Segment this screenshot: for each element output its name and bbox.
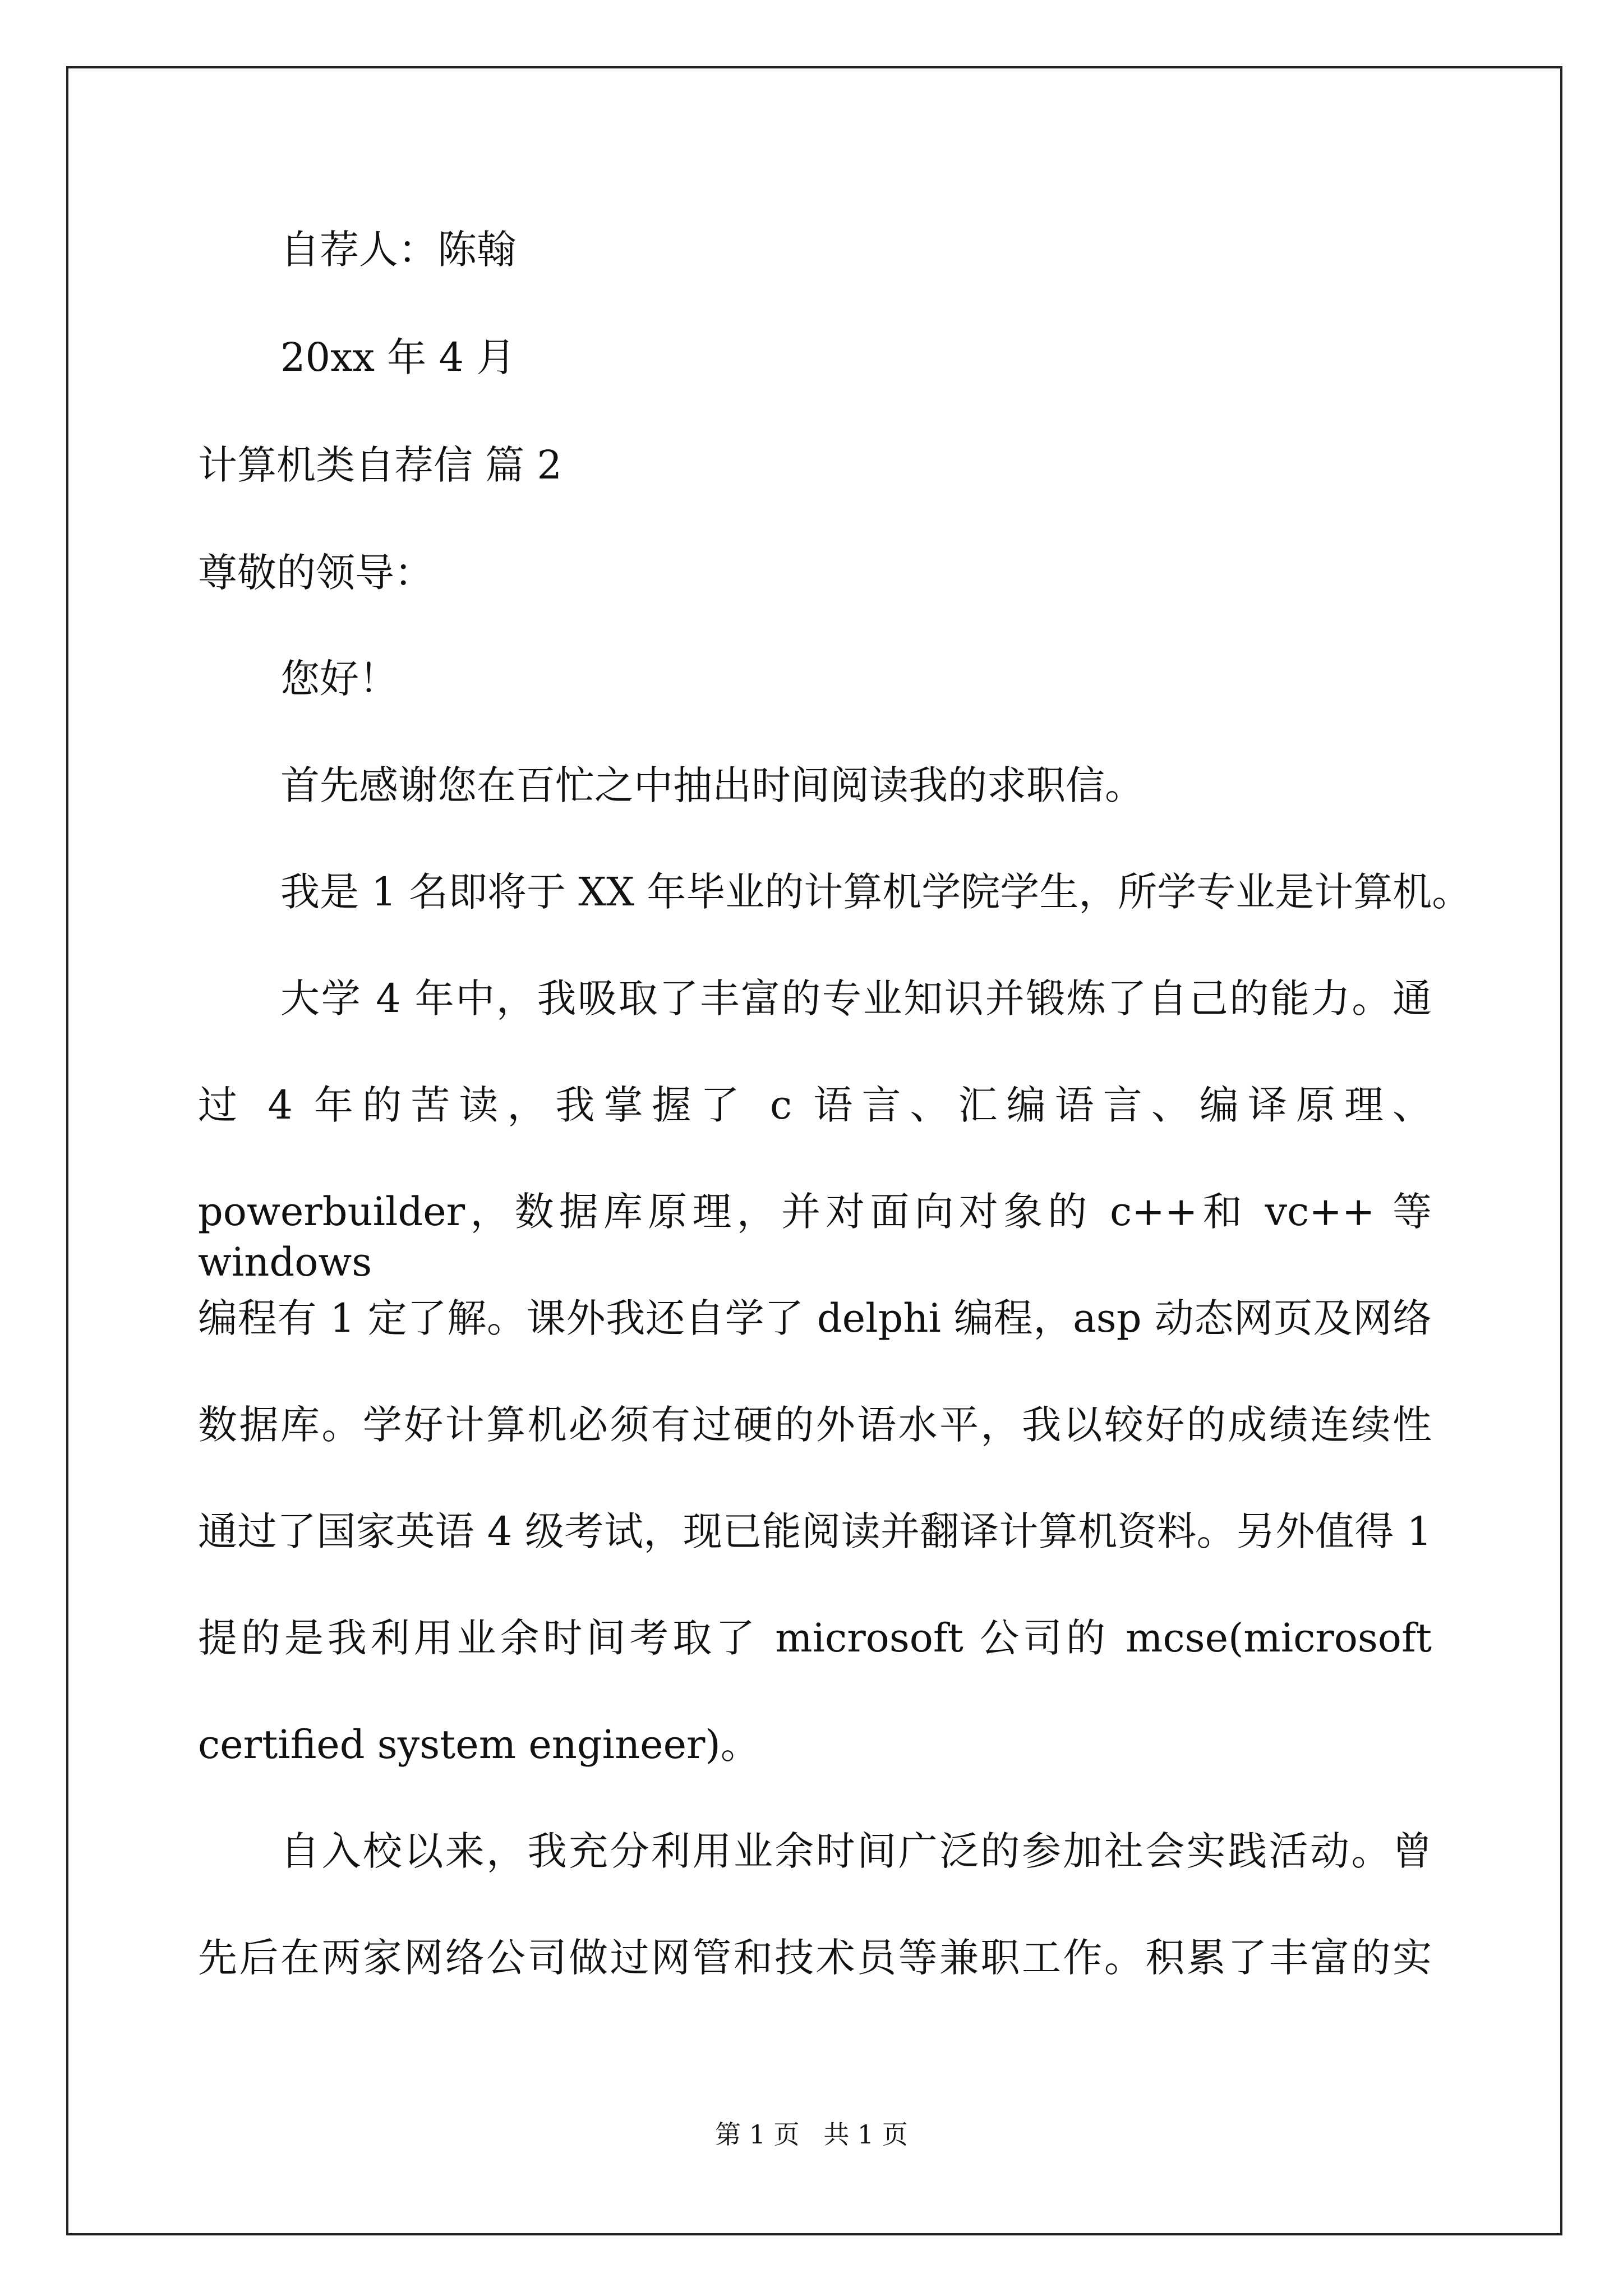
- page-border: [66, 66, 1562, 2235]
- body-line: powerbuilder，数据库原理，并对面向对象的 c++和 vc++ 等 windows: [198, 1189, 1432, 1285]
- page-footer: [0, 2118, 1623, 2151]
- page-number: 第 1 页: [715, 2119, 800, 2150]
- body-line: 首先感谢您在百忙之中抽出时间阅读我的求职信。: [280, 762, 1144, 808]
- body-line: 数据库。学好计算机必须有过硬的外语水平，我以较好的成绩连续性: [198, 1402, 1432, 1448]
- body-line: 我是 1 名即将于 XX 年毕业的计算机学院学生，所学专业是计算机。: [280, 869, 1472, 915]
- greeting: 您好！: [280, 656, 398, 702]
- body-line: 提的是我利用业余时间考取了 microsoft 公司的 mcse(microsoft: [198, 1615, 1432, 1661]
- letter-heading: 计算机类自荐信 篇 2: [198, 442, 562, 488]
- signature-line: 自荐人：陈翰: [280, 227, 516, 273]
- date-line: 20xx 年 4 月: [280, 334, 516, 380]
- body-line: 通过了国家英语 4 级考试，现已能阅读并翻译计算机资料。另外值得 1: [198, 1508, 1432, 1554]
- page-total: 共 1 页: [823, 2119, 908, 2150]
- body-line: certified system engineer)。: [198, 1722, 760, 1768]
- body-line: 先后在两家网络公司做过网管和技术员等兼职工作。积累了丰富的实: [198, 1935, 1432, 1981]
- body-line: 编程有 1 定了解。课外我还自学了 delphi 编程，asp 动态网页及网络: [198, 1295, 1432, 1341]
- body-line: 自入校以来，我充分利用业余时间广泛的参加社会实践活动。曾: [280, 1828, 1432, 1874]
- body-line: 大学 4 年中，我吸取了丰富的专业知识并锻炼了自己的能力。通: [280, 976, 1432, 1022]
- salutation: 尊敬的领导：: [198, 550, 434, 596]
- body-line: 过 4 年的苦读，我掌握了 c 语言、汇编语言、编译原理、: [198, 1082, 1432, 1128]
